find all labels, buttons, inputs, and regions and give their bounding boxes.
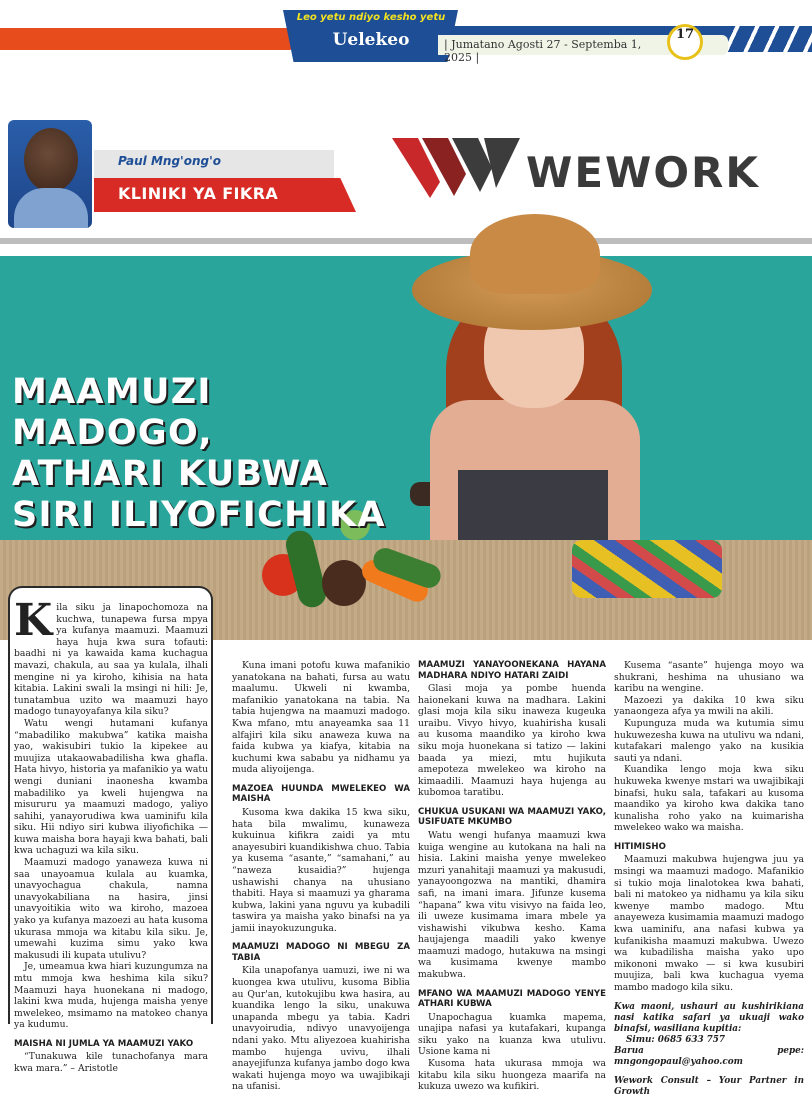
paragraph: Kuandika lengo moja kwa siku hukuweka kwenye mstari wa uwajibikaji binafsi, huku sala, tafakari au kusoma maandiko ya kiroho kwa dakika tano kunalisha roho yako na kuimarisha mwelekeo wako wa maisha.: [614, 764, 804, 834]
subheading: CHUKUA USUKANI WA MAAMUZI YAKO, USIFUATE MKUMBO: [418, 806, 606, 828]
subheading: MAAMUZI YANAYOONEKANA HAYANA MADHARA NDIYO HATARI ZAIDI: [418, 660, 606, 681]
vegetable-avocado: [322, 560, 366, 606]
paragraph: Je, umeamua kwa hiari kuzungumza na mtu mmoja kwa heshima kila siku? Maamuzi haya huonekana ni madogo, lakini kwa muda, hujenga maisha yenye mwelekeo, msimamo na matokeo chanya ya kudumu.: [14, 961, 208, 1031]
headline-line-1: MAAMUZI MADOGO,: [12, 372, 213, 453]
contact-intro: Kwa maoni, ushauri au kushirikiana nasi katika safari ya ukuaji wako binafsi, wasiliana kupitia:: [614, 1001, 804, 1034]
paragraph: Glasi moja ya pombe huenda haionekani kuwa na madhara. Lakini glasi moja kila siku inaweza kugeuka uraibu. Vivyo hivyo, kuahirisha kusali au kusoma maandiko ya kiroho kwa siku moja huonekana si tatizo — lakini baada ya miezi, mtu hujikuta amepoteza mwelekeo wa kiroho na kimaadili. Maamuzi haya hujenga au kubomoa taratibu.: [418, 683, 606, 799]
hero-hat-crown: [470, 214, 600, 294]
wework-logo-icon: [392, 138, 522, 198]
headline-line-3: SIRI ILIYOFICHIKA: [12, 494, 386, 535]
paragraph: Mazoezi ya dakika 10 kwa siku yanaongeza afya ya mwili na akili.: [614, 694, 804, 718]
subheading: MFANO WA MAAMUZI MADOGO YENYE ATHARI KUBWA: [418, 988, 606, 1010]
paragraph: Kusoma hata ukurasa mmoja wa kitabu kila siku huongeza maarifa na kukuza uwezo wa kufikiri.: [418, 1058, 606, 1093]
paragraph: Kuna imani potofu kuwa mafanikio yanatokana na bahati, fursa au watu maalumu. Ukweli ni kwamba, mafanikio yanatokana na tabia. Na tabia hujengwa na maamuzi madogo. Kwa mfano, mtu anayeamka saa 11 alfajiri kila siku anaweza kuwa na faida kubwa ya kiafya, kitabia na kuchumi kwa sababu ya nidhamu ya muda aliyoijenga.: [232, 660, 410, 776]
page-number: 17: [667, 24, 703, 60]
contact-phone: Simu: 0685 633 757: [626, 1034, 726, 1045]
article-column-3: [418, 660, 606, 1093]
headline: [12, 372, 392, 536]
contact-email: Barua pepe: mngongopaul@yahoo.com: [614, 1045, 804, 1067]
subheading: MAAMUZI MADOGO NI MBEGU ZA TABIA: [232, 942, 410, 963]
candy-pile: [572, 540, 722, 598]
lead-paragraph: [14, 595, 208, 718]
article-column-4: [614, 660, 804, 1097]
hero-dress: [458, 470, 608, 540]
lead-text: ila siku ja linapochomoza na kuchwa, tunapewa fursa mpya ya kufanya maamuzi. Maamuzi haya huja kwa sura tofauti: baadhi ni ya kawaida kama kuchagua mavazi, chakula, au saa ya kulala, ilhali mengine ni ya kiroho, kihisia na hata kitabia. Lakini swali la msingi ni hili: Je, tunatambua uzito wa maamuzi hayo madogo tunayoyafanya kila siku?: [14, 602, 208, 718]
masthead-tagline: Leo yetu ndiyo kesho yetu: [296, 12, 446, 23]
headline-line-2: ATHARI KUBWA: [12, 453, 329, 494]
paragraph: Watu wengi hutamani kufanya “mabadiliko makubwa” katika maisha yao, wakisubiri tukio la kipekee au muujiza utakaowabadilisha kwa ghafla. Hata hivyo, historia ya mafanikio ya watu wengi duniani inaonesha kwamba mabadiliko ya kweli hujengwa na misururu ya maamuzi madogo, yaliyo sahihi, yanayorudiwa kwa uaminifu kila siku. Hii ndiyo siri kubwa iliyofichika — kuwa maisha bora hayaji kwa bahati, bali kwa uchaguzi wa kila siku.: [14, 717, 208, 857]
section-divider: [0, 238, 812, 244]
paragraph: Kusoma kwa dakika 15 kwa siku, hata bila mwalimu, kunaweza kukuinua kifikra zaidi ya mtu anayesubiri kuandikishwa chuo. Tabia ya kusema “asante,” “samahani,” au “naweza kusaidia?” hujenga ushawishi chanya na uhusiano thabiti. Haya si maamuzi ya gharama kubwa, lakini yana nguvu ya kubadili taswira ya maisha yako binafsi na ya jamii inayokuzunguka.: [232, 806, 410, 934]
subheading: MAZOEA HUUNDA MWELEKEO WA MAISHA: [232, 783, 410, 805]
masthead-title: Uelekeo: [332, 30, 410, 50]
paragraph: Kila unapofanya uamuzi, iwe ni wa kuongea kwa utulivu, kusoma Biblia au Qur'an, kutokujibu kwa hasira, au kuandika lengo la siku, unakuwa unapanda mbegu ya tabia. Kadri unavyoirudia, ndivyo unavyoijenga ndani yako. Mtu aliyezoea kuahirisha mambo hujenga uvivu, ilhali anayejifunza kufanya jambo dogo kwa wakati hujenga moyo wa uwajibikaji na ufanisi.: [232, 965, 410, 1093]
paragraph: Maamuzi makubwa hujengwa juu ya msingi wa maamuzi madogo. Mafanikio si tukio moja linalotokea kwa bahati, bali ni matokeo ya nidhamu ya kila siku kwenye mambo madogo. Mtu anayeweza kusimamia maamuzi madogo kwa uaminifu, ana nafasi kubwa ya kufanikisha maamuzi makubwa. Uwezo wa kubadilisha maisha yako upo mikononi mwako — si kwa kusubiri muujiza, bali kwa kuchagua vyema mambo madogo kila siku.: [614, 854, 804, 993]
paragraph: Watu wengi hufanya maamuzi kwa kuiga wengine au kutokana na hali na hisia. Lakini maisha yenye mwelekeo mzuri yanahitaji maamuzi ya makusudi, yanayoongozwa na mantiki, dhamira safi, na imani imara. Jifunze kusema “hapana” kwa vitu visivyo na faida leo, ili uweze kusimama imara mbele ya vishawishi vikubwa kesho. Kama haujajenga maadili yako kwenye maamuzi madogo, hutakuwa na msingi wa kusimama kwenye mambo makubwa.: [418, 829, 606, 981]
subheading: MAISHA NI JUMLA YA MAAMUZI YAKO: [14, 1038, 194, 1049]
issue-date: | Jumatano Agosti 27 - Septemba 1, 2025 |: [444, 38, 642, 64]
author-shirt: [14, 188, 88, 228]
header-red-band: [0, 28, 300, 50]
quote: “Tunakuwa kile tunachofanya mara kwa mara.” – Aristotle: [14, 1051, 208, 1075]
article-column-2: [232, 660, 410, 1093]
paragraph: Kupunguza muda wa kutumia simu hukuwezesha kuwa na utulivu wa ndani, kutafakari malengo yako na kusikia sauti ya ndani.: [614, 717, 804, 764]
author-name: Paul Mng'ong'o: [118, 154, 222, 168]
drop-cap: K: [14, 595, 53, 646]
subheading: HITIMISHO: [614, 841, 666, 852]
signature: Wework Consult – Your Partner in Growth: [614, 1075, 804, 1097]
paragraph: Kusema “asante” hujenga moyo wa shukrani, heshima na uhusiano wa karibu na wengine.: [614, 660, 804, 695]
author-face: [24, 128, 78, 192]
article-column-1: [14, 595, 208, 1075]
header-stripes: [720, 26, 812, 52]
sponsor-logo-text: WEWORK: [526, 148, 760, 197]
paragraph: Maamuzi madogo yanaweza kuwa ni saa unayoamua kulala au kuamka, unavyochagua chakula, namna unavyokabiliana na hasira, jinsi unavyoitikia wito wa kiroho, mazoea yako ya kufanya mazoezi au hata kusoma ukurasa mmoja wa kitabu kila siku. Je, umewahi kuzima simu yako kwa makusudi ili kupata utulivu?: [14, 857, 208, 961]
column-name: KLINIKI YA FIKRA: [118, 184, 279, 203]
paragraph: Unapochagua kuamka mapema, unajipa nafasi ya kutafakari, kupanga siku yako na kuanza kwa utulivu. Usione kama ni: [418, 1011, 606, 1058]
